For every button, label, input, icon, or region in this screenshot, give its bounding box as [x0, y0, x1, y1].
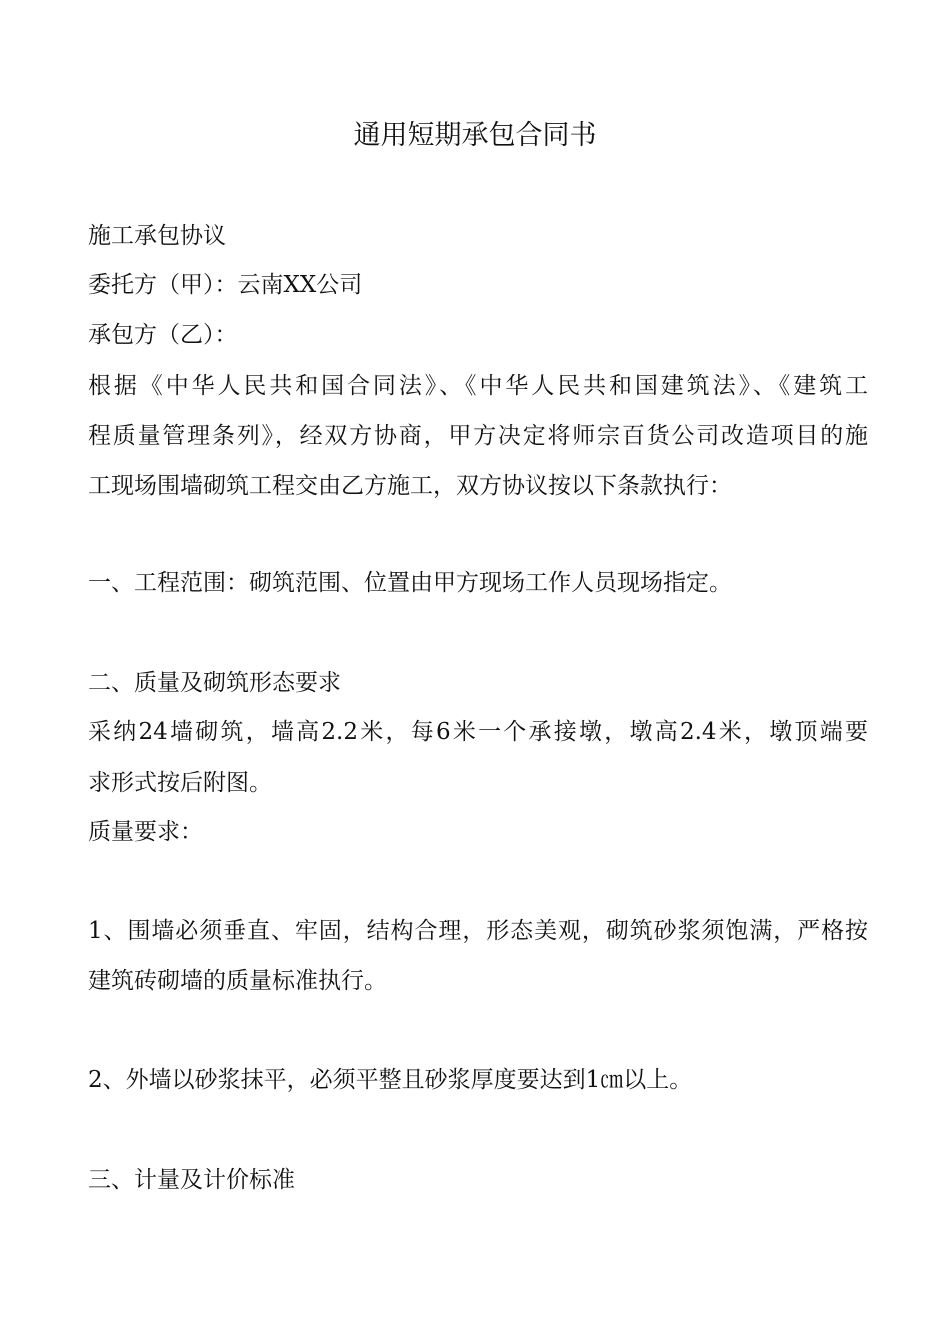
preamble-line-1: 根据《中华人民共和国合同法》、《中华人民共和国建筑法》、《建筑工 [88, 373, 868, 399]
masonry-spec-line-2: 求形式按后附图。 [88, 770, 272, 796]
party-b-line: 承包方（乙）： [88, 322, 238, 348]
section-2-heading: 二、质量及砌筑形态要求 [88, 670, 341, 696]
quality-requirements-label: 质量要求： [88, 819, 203, 845]
section-1-scope: 一、工程范围：砌筑范围、位置由甲方现场工作人员现场指定。 [88, 570, 732, 596]
quality-item-1-line-1: 1、围墙必须垂直、牢固，结构合理，形态美观，砌筑砂浆须饱满，严格按 [88, 918, 868, 944]
preamble-line-2: 程质量管理条列》，经双方协商，甲方决定将师宗百货公司改造项目的施 [88, 423, 868, 449]
masonry-spec-line-1: 采纳24墙砌筑，墙高2.2米，每6米一个承接墩，墩高2.4米，墩顶端要 [88, 719, 868, 745]
quality-item-2: 2、外墙以砂浆抹平，必须平整且砂浆厚度要达到1㎝以上。 [88, 1067, 693, 1093]
quality-item-1-line-2: 建筑砖砌墙的质量标准执行。 [88, 968, 387, 994]
document-title: 通用短期承包合同书 [353, 120, 597, 151]
section-3-heading: 三、计量及计价标准 [88, 1167, 295, 1193]
preamble-line-3: 工现场围墙砌筑工程交由乙方施工，双方协议按以下条款执行： [88, 473, 732, 499]
heading-construction-agreement: 施工承包协议 [88, 223, 226, 249]
party-a-line: 委托方（甲）：云南XX公司 [88, 272, 363, 298]
